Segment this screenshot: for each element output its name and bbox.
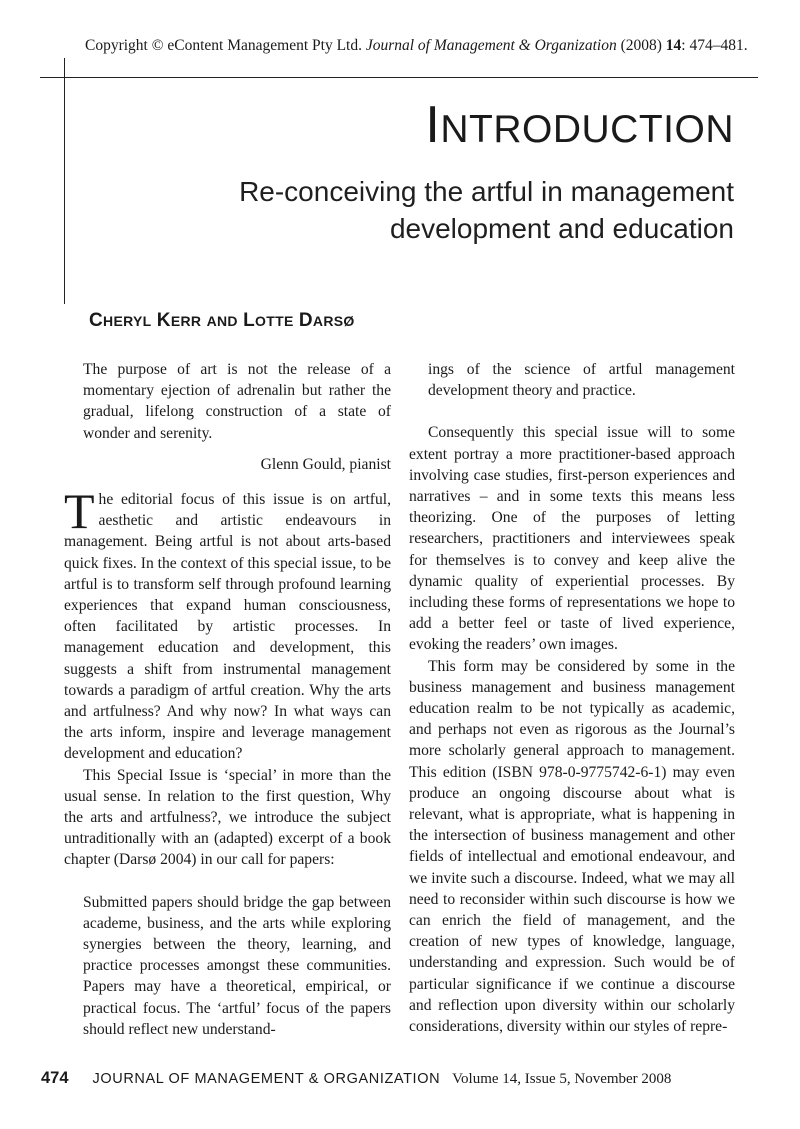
copyright-prefix: Copyright © eContent Management Pty Ltd. (85, 37, 362, 54)
margin-rule (64, 58, 65, 304)
author1-last-rest: ERR (170, 313, 202, 329)
author1-last-initial: K (156, 310, 171, 331)
copyright-line (85, 37, 748, 55)
body-column-left (64, 359, 391, 1040)
paragraph-1-text: he editorial focus of this issue is on artful, aesthetic and artistic endeavours in management. Being artful is not about arts-based quick fixes. In the context of this special issue, to be artful is to transform self through profound learning experiences that expand human consciousness, often facilitated by artistic processes. In management education and development, this suggests a shift from instrumental management towards a paradigm of artful creation. Why the arts and artfulness? And why now? In what ways can the arts inform, inspire and leverage management development and education? (64, 491, 391, 763)
body-column-right (409, 359, 735, 1037)
author-line (89, 310, 355, 332)
quote-continued: ings of the science of artful management development theory and practice. (428, 361, 735, 400)
epigraph-attribution: Glenn Gould, pianist (260, 455, 391, 473)
title-initial: I (425, 96, 441, 154)
volume-number: 14 (665, 37, 682, 54)
publication-year: (2008) (620, 37, 662, 54)
article-subtitle: Re-conceiving the artful in management development and education (239, 176, 734, 244)
epigraph: The purpose of art is not the release of a momentary ejection of adrenalin but rather the gradual, lifelong construction of a state of wonder and serenity. (83, 361, 391, 442)
footer-journal-name: JOURNAL OF MANAGEMENT & ORGANIZATION (92, 1071, 441, 1087)
page-footer (41, 1069, 671, 1088)
journal-title-italic: Journal of Management & Organization (365, 37, 617, 54)
drop-cap: T (64, 483, 95, 540)
paragraph-4: This form may be considered by some in the business management and business management education realm to be not typically as academic, and perhaps not even as rigorous as the Journal’s more scholarly general approach to management. This edition (ISBN 978-0-9775742-6-1) may even produce an ongoing discourse about what is relevant, what is appropriate, what is happening in the intersection of business management and other fields of intellectual and emotional endeavour, and we invite such a discourse. Indeed, what we may all need to reconsider within such discourse is how we can enrich the field of management, and the creation of new types of knowledge, language, understanding and expression. Such would be of particular significance if we continue a discourse and reflection upon diversity within our scholarly considerations, diversity within our styles of repre- (409, 657, 735, 1036)
author1-first-rest: HERYL (103, 313, 152, 329)
paragraph-2: This Special Issue is ‘special’ in more than the usual sense. In relation to the first question, Why the arts and artfulness?, we introduce the subject untraditionally with an (adapted) excerpt of a book chapter (Darsø 2004) in our call for papers: (64, 766, 391, 869)
author2-first-rest: OTTE (255, 313, 294, 329)
page-number: 474 (41, 1069, 69, 1087)
page-range: : 474–481. (681, 37, 748, 54)
author2-last-rest: ARSØ (312, 313, 355, 329)
author1-first-initial: C (89, 310, 104, 331)
title-rest: NTRODUCTION (440, 108, 734, 151)
header-rule (40, 77, 758, 78)
paragraph-3: Consequently this special issue will to some extent portray a more practitioner-based approach involving case studies, first-person experiences and narratives – and in some texts this means less theorizing. One of the purposes of letting researchers, practitioners and interviewees speak for themselves is to convey and keep alive the dynamic quality of experiential processes. By including these forms of representations we hope to add a better feel or taste of lived experience, evoking the readers’ own images. (409, 424, 735, 654)
author-conjunction: AND (206, 313, 238, 329)
call-for-papers-quote: Submitted papers should bridge the gap between academe, business, and the arts while exploring synergies between the theory, learning, and practice processes amongst these communities. Papers may have a theoretical, empirical, or practical focus. The ‘artful’ focus of the papers should reflect new understand- (83, 893, 391, 1038)
paragraph-1 (64, 483, 391, 765)
author2-last-initial: D (298, 310, 313, 331)
article-section-title (425, 95, 734, 155)
author2-first-initial: L (243, 310, 256, 331)
footer-issue-info: Volume 14, Issue 5, November 2008 (452, 1071, 672, 1087)
